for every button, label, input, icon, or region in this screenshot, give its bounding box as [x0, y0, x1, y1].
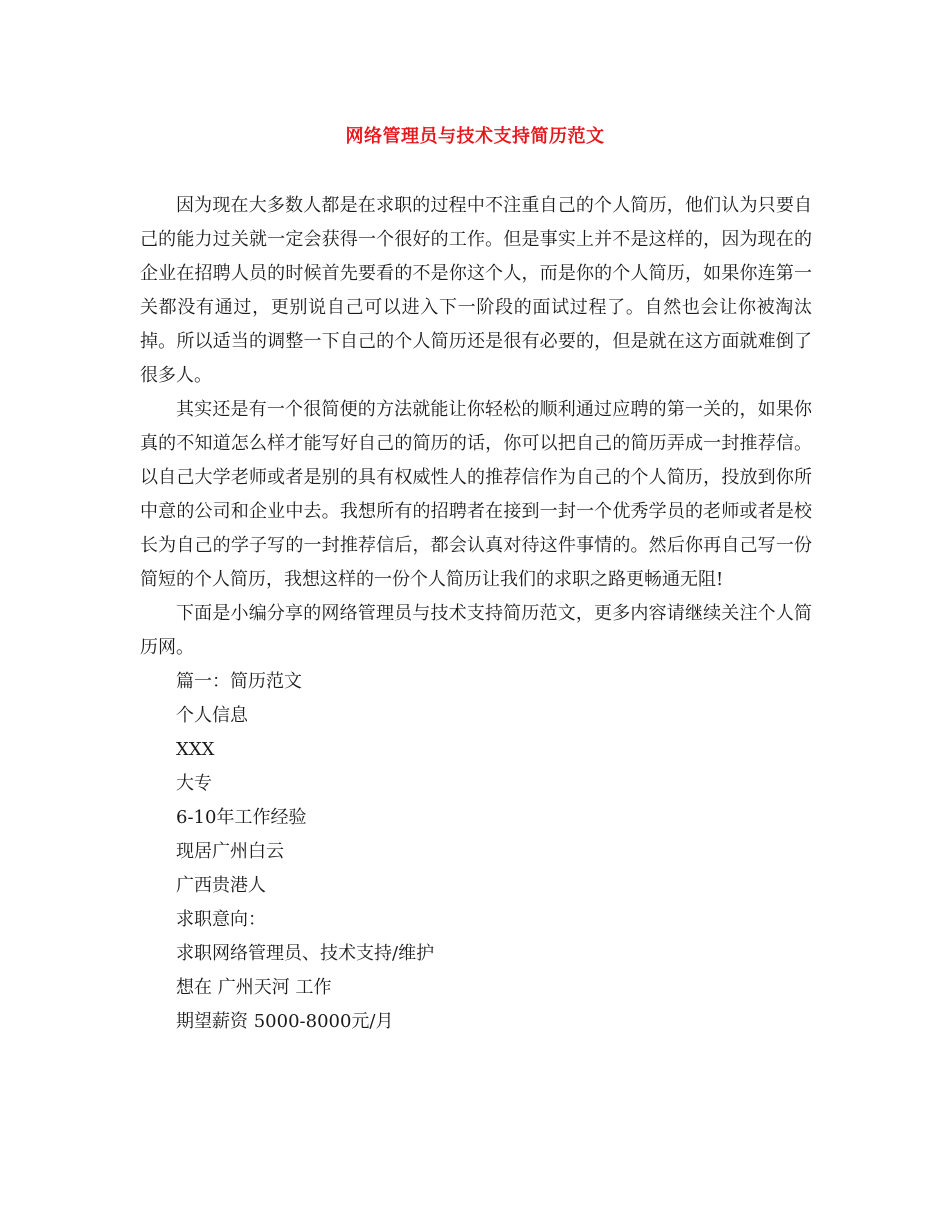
target-position-line: 求职网络管理员、技术支持/维护: [176, 943, 435, 964]
document-title: 网络管理员与技术支持简历范文: [345, 126, 605, 147]
job-intention-heading: 求职意向：: [176, 909, 266, 930]
recommendation-paragraph: 其实还是有一个很简便的方法就能让你轻松的顺利通过应聘的第一关的，如果你真的不知道怎么样才能写好自己的简历的话，你可以把自己的简历弄成一封推荐信。以自己大学老师或者是别的具有权威性人的推荐信作为自己的个人简历，投放到你所中意的公司和企业中去。我想所有的招聘者在接到一封一个优秀学员的老师或者是校长为自己的学子写的一封推荐信后，都会认真对待这件事情的。然后你再自己写一份简短的个人简历，我想这样的一份个人简历让我们的求职之路更畅通无阻!: [140, 399, 812, 590]
residence-line: 现居广州白云: [176, 841, 284, 862]
section-heading: 篇一：简历范文: [176, 671, 302, 692]
personal-info-heading: 个人信息: [176, 705, 248, 726]
expected-salary-line: 期望薪资 5000-8000元/月: [176, 1011, 394, 1032]
hometown-line: 广西贵港人: [176, 875, 266, 896]
education-line: 大专: [176, 773, 212, 794]
name-line: XXX: [176, 739, 215, 760]
intro-paragraph: 因为现在大多数人都是在求职的过程中不注重自己的个人简历，他们认为只要自己的能力过关就一定会获得一个很好的工作。但是事实上并不是这样的，因为现在的企业在招聘人员的时候首先要看的不是你这个人，而是你的个人简历，如果你连第一关都没有通过，更别说自己可以进入下一阶段的面试过程了。自然也会让你被淘汰掉。所以适当的调整一下自己的个人简历还是很有必要的，但是就在这方面就难倒了很多人。: [140, 195, 812, 386]
share-paragraph: 下面是小编分享的网络管理员与技术支持简历范文，更多内容请继续关注个人简历网。: [140, 603, 812, 658]
document-body: [140, 189, 812, 1039]
target-location-line: 想在 广州天河 工作: [176, 977, 332, 998]
experience-line: 6-10年工作经验: [176, 807, 307, 828]
